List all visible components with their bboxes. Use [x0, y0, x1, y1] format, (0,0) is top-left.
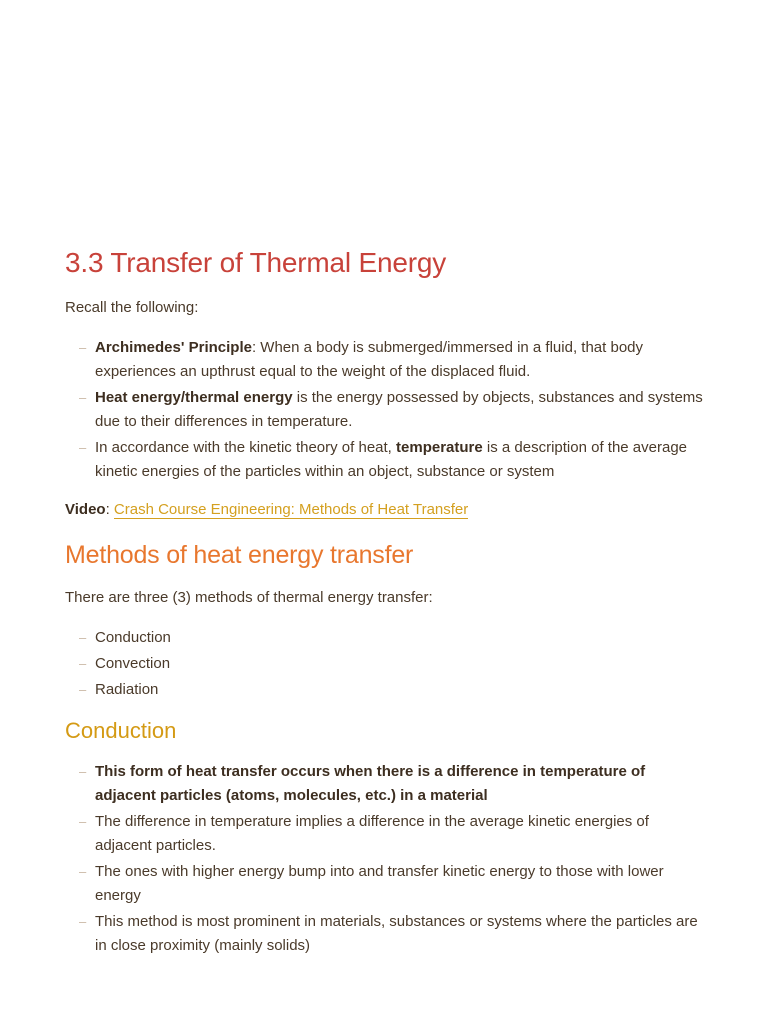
list-item	[79, 810, 705, 858]
dash-bullet: –	[79, 440, 87, 455]
video-label: Video	[65, 501, 106, 518]
list-item	[79, 678, 705, 702]
list-item	[79, 860, 705, 908]
list-item	[79, 386, 705, 434]
definition-heat-energy: is the energy possessed by objects, substances and systems due to their differences in temperature.	[95, 389, 703, 430]
document-page	[65, 244, 705, 972]
recall-list	[65, 336, 705, 484]
term-temperature: temperature	[396, 439, 483, 456]
conduction-list	[65, 760, 705, 958]
list-item	[79, 626, 705, 650]
term-heat-energy: Heat energy/thermal energy	[95, 389, 293, 406]
definition-temperature-prefix: In accordance with the kinetic theory of heat,	[95, 439, 397, 456]
dash-bullet: –	[79, 340, 87, 355]
section-title: 3.3 Transfer of Thermal Energy	[65, 247, 446, 278]
method-radiation: Radiation	[95, 681, 159, 698]
list-item	[79, 436, 705, 484]
methods-title: Methods of heat energy transfer	[65, 541, 414, 569]
dash-bullet: –	[79, 630, 87, 645]
dash-bullet: –	[79, 682, 87, 697]
conduction-point: The difference in temperature implies a difference in the average kinetic energies of adjacent particles.	[95, 813, 649, 854]
method-conduction: Conduction	[95, 629, 171, 646]
list-item	[79, 760, 705, 808]
dash-bullet: –	[79, 914, 87, 929]
list-item	[79, 336, 705, 384]
dash-bullet: –	[79, 814, 87, 829]
video-link[interactable]: Crash Course Engineering: Methods of Heat Transfer	[113, 501, 469, 518]
conduction-point: This method is most prominent in materials, substances or systems where the particles are in close proximity (mainly solids)	[95, 913, 698, 954]
dash-bullet: –	[79, 764, 87, 779]
definition-temperature: is a description of the average kinetic energies of the particles within an object, substance or system	[95, 439, 688, 480]
conduction-point: The ones with higher energy bump into and transfer kinetic energy to those with lower energy	[95, 863, 664, 904]
list-item	[79, 910, 705, 958]
conduction-title: Conduction	[65, 718, 177, 743]
method-convection: Convection	[95, 655, 171, 672]
recall-intro: Recall the following:	[65, 299, 199, 316]
dash-bullet: –	[79, 864, 87, 879]
dash-bullet: –	[79, 656, 87, 671]
definition-archimedes: : When a body is submerged/immersed in a fluid, that body experiences an upthrust equal to the weight of the displaced fluid.	[95, 339, 644, 380]
list-item	[79, 652, 705, 676]
dash-bullet: –	[79, 390, 87, 405]
term-archimedes: Archimedes' Principle	[95, 339, 252, 356]
video-reference	[65, 498, 705, 522]
conduction-definition: This form of heat transfer occurs when there is a difference in temperature of adjacent particles (atoms, molecules, etc.) in a material	[95, 763, 646, 804]
methods-list	[65, 626, 705, 702]
methods-intro: There are three (3) methods of thermal energy transfer:	[65, 589, 433, 606]
video-separator: :	[105, 501, 114, 518]
